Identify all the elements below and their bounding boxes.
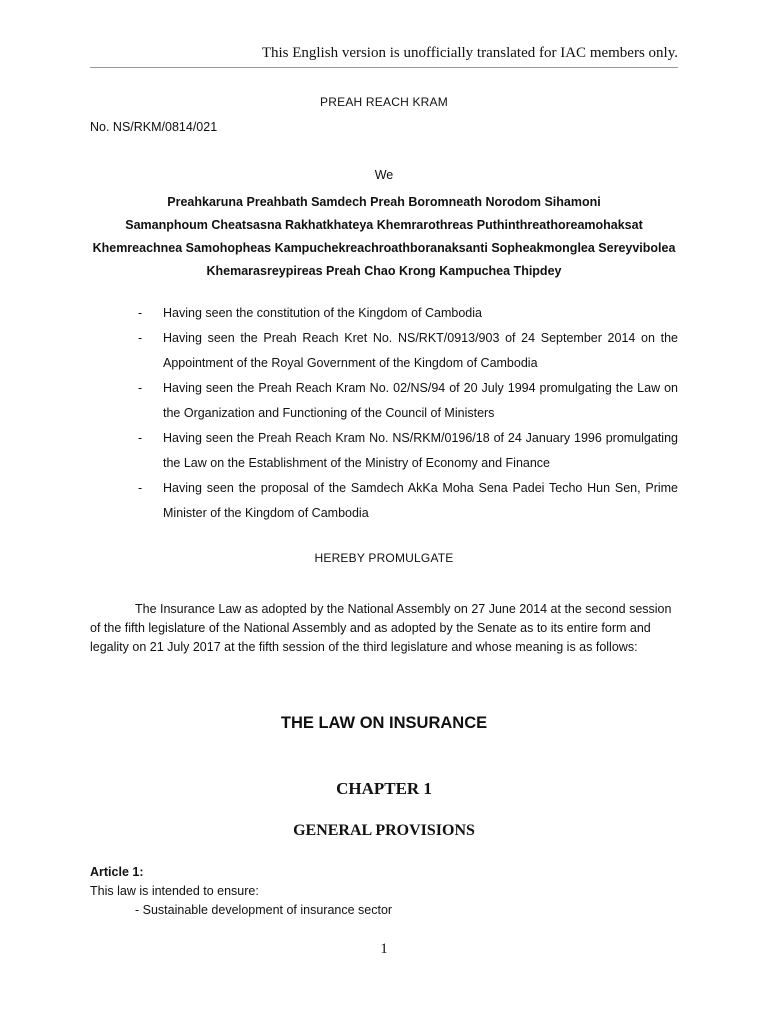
- royal-titles: [0, 191, 768, 283]
- list-item: [90, 426, 678, 476]
- bullet-dash: -: [138, 306, 143, 320]
- list-item: [90, 301, 678, 326]
- preamble-paragraph: [90, 600, 672, 657]
- royal-title-line: Preahkaruna Preahbath Samdech Preah Boromneath Norodom Sihamoni: [167, 195, 601, 209]
- consideration-text: Having seen the Preah Reach Kram No. NS/RKM/0196/18 of 24 January 1996 promulgating the Law on the Establishment of the Ministry of Economy and Finance: [163, 431, 678, 470]
- bullet-dash: -: [138, 381, 143, 395]
- consideration-text: Having seen the Preah Reach Kret No. NS/RKT/0913/903 of 24 September 2014 on the Appointment of the Royal Government of the Kingdom of Cambodia: [163, 331, 678, 370]
- article-item: - Sustainable development of insurance sector: [135, 903, 393, 917]
- article-intro: This law is intended to ensure:: [90, 884, 259, 898]
- consideration-text: Having seen the Preah Reach Kram No. 02/NS/94 of 20 July 1994 promulgating the Law on the Organization and Functioning of the Council of Ministers: [163, 381, 678, 420]
- law-title: THE LAW ON INSURANCE: [280, 714, 488, 732]
- promulgate-heading: HEREBY PROMULGATE: [314, 551, 454, 565]
- bullet-dash: -: [138, 481, 143, 495]
- royal-title-line: Khemreachnea Samohopheas Kampuchekreachroathboranaksanti Sopheakmonglea Sereyvibolea: [92, 241, 676, 255]
- page-number: 1: [380, 941, 388, 957]
- header-divider: [90, 67, 678, 68]
- consideration-text: Having seen the constitution of the Kingdom of Cambodia: [163, 306, 482, 320]
- chapter-number: CHAPTER 1: [336, 779, 432, 798]
- decree-number: No. NS/RKM/0814/021: [90, 120, 218, 134]
- considerations-list: [90, 301, 678, 526]
- bullet-dash: -: [138, 431, 143, 445]
- consideration-text: Having seen the proposal of the Samdech AkKa Moha Sena Padei Techo Hun Sen, Prime Minister of the Kingdom of Cambodia: [163, 481, 678, 520]
- preamble-text: The Insurance Law as adopted by the National Assembly on 27 June 2014 at the second session of the fifth legislature of the National Assembly and as adopted by the Senate as to its entire form and legality on 21 July 2017 at the fifth session of the third legislature and whose meaning is as follows:: [90, 602, 672, 654]
- decree-title: PREAH REACH KRAM: [320, 95, 448, 109]
- bullet-dash: -: [138, 331, 143, 345]
- chapter-title: GENERAL PROVISIONS: [293, 822, 475, 839]
- translation-note: This English version is unofficially translated for IAC members only.: [261, 45, 678, 61]
- list-item: [90, 476, 678, 526]
- royal-title-line: Khemarasreypireas Preah Chao Krong Kampuchea Thipdey: [206, 264, 562, 278]
- list-item: [90, 376, 678, 426]
- list-item: [90, 326, 678, 376]
- royal-title-line: Samanphoum Cheatsasna Rakhatkhateya Khemrarothreas Puthinthreathoreamohaksat: [125, 218, 643, 232]
- we-line: We: [374, 168, 394, 182]
- article-heading: Article 1:: [90, 865, 144, 879]
